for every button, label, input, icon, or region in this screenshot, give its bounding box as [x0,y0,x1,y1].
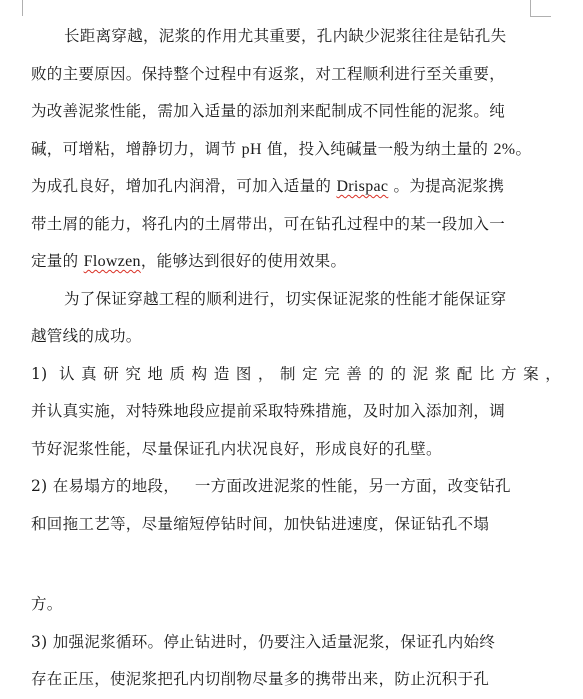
margin-corner-mark-left [22,0,23,16]
paragraph-2-line-2: 越管线的成功。 [31,327,142,345]
list-item-1-line-3: 节好泥浆性能，尽量保证孔内状况良好，形成良好的孔壁。 [31,439,442,458]
list-item-1-line-1: 1) 认真研究地质构造图，制定完善的的泥浆配比方案， [31,364,561,383]
list-item-2-line-2: 和回拖工艺等，尽量缩短停钻时间，加快钻进速度，保证钻孔不塌 [31,514,490,533]
list-item-2-line-1 [31,468,561,506]
text-run-ph: pH [241,140,262,158]
text-run: 值，投入纯碱量一般为纳土量的 [267,139,489,158]
margin-corner-mark-right [530,0,551,17]
list-item-1-line-2: 并认真实施，对特殊地段应提前采取特殊措施，及时加入添加剂，调 [31,402,506,420]
paragraph-1-line-5 [31,168,561,206]
paragraph-1-line-7 [31,243,561,281]
text-run: ，能够达到很好的使用效果。 [140,252,347,270]
text-run: 一方面改进泥浆的性能，另一方面，改变钻孔 [194,477,511,495]
text-run-percent: 2%。 [493,140,532,158]
list-item-2-line-3: 方。 [31,595,63,613]
spellcheck-word-flowzen: Flowzen [83,253,141,270]
paragraph-1-line-6: 带土屑的能力，将孔内的土屑带出，可在钻孔过程中的某一段加入一 [31,214,506,233]
blank-line [31,543,561,586]
text-run: 。为提高泥浆携 [393,177,505,195]
text-run: 2) 在易塌方的地段， [31,477,180,495]
paragraph-1-line-1: 长距离穿越，泥浆的作用尤其重要，孔内缺少泥浆往往是钻孔失 [64,27,507,45]
text-run: 定量的 [31,252,79,270]
spellcheck-word-drispac: Drispac [336,178,389,195]
list-item-3-line-1: 3) 加强泥浆循环。停止钻进时，仍要注入适量泥浆，保证孔内始终 [31,632,496,651]
text-run: 碱，可增粘，增静切力，调节 [31,139,237,158]
text-run: 为成孔良好，增加孔内润滑，可加入适量的 [31,177,332,195]
paragraph-2-line-1: 为了保证穿越工程的顺利进行，切实保证泥浆的性能才能保证穿 [64,289,507,308]
list-item-3-line-2: 存在正压，使泥浆把孔内切削物尽量多的携带出来，防止沉积于孔 [31,670,490,688]
document-body [31,18,561,699]
paragraph-1-line-4 [31,131,561,169]
paragraph-1-line-3: 为改善泥浆性能，需加入适量的添加剂来配制成不同性能的泥浆。纯 [31,102,506,120]
paragraph-1-line-2: 败的主要原因。保持整个过程中有返浆，对工程顺利进行至关重要， [31,64,506,83]
